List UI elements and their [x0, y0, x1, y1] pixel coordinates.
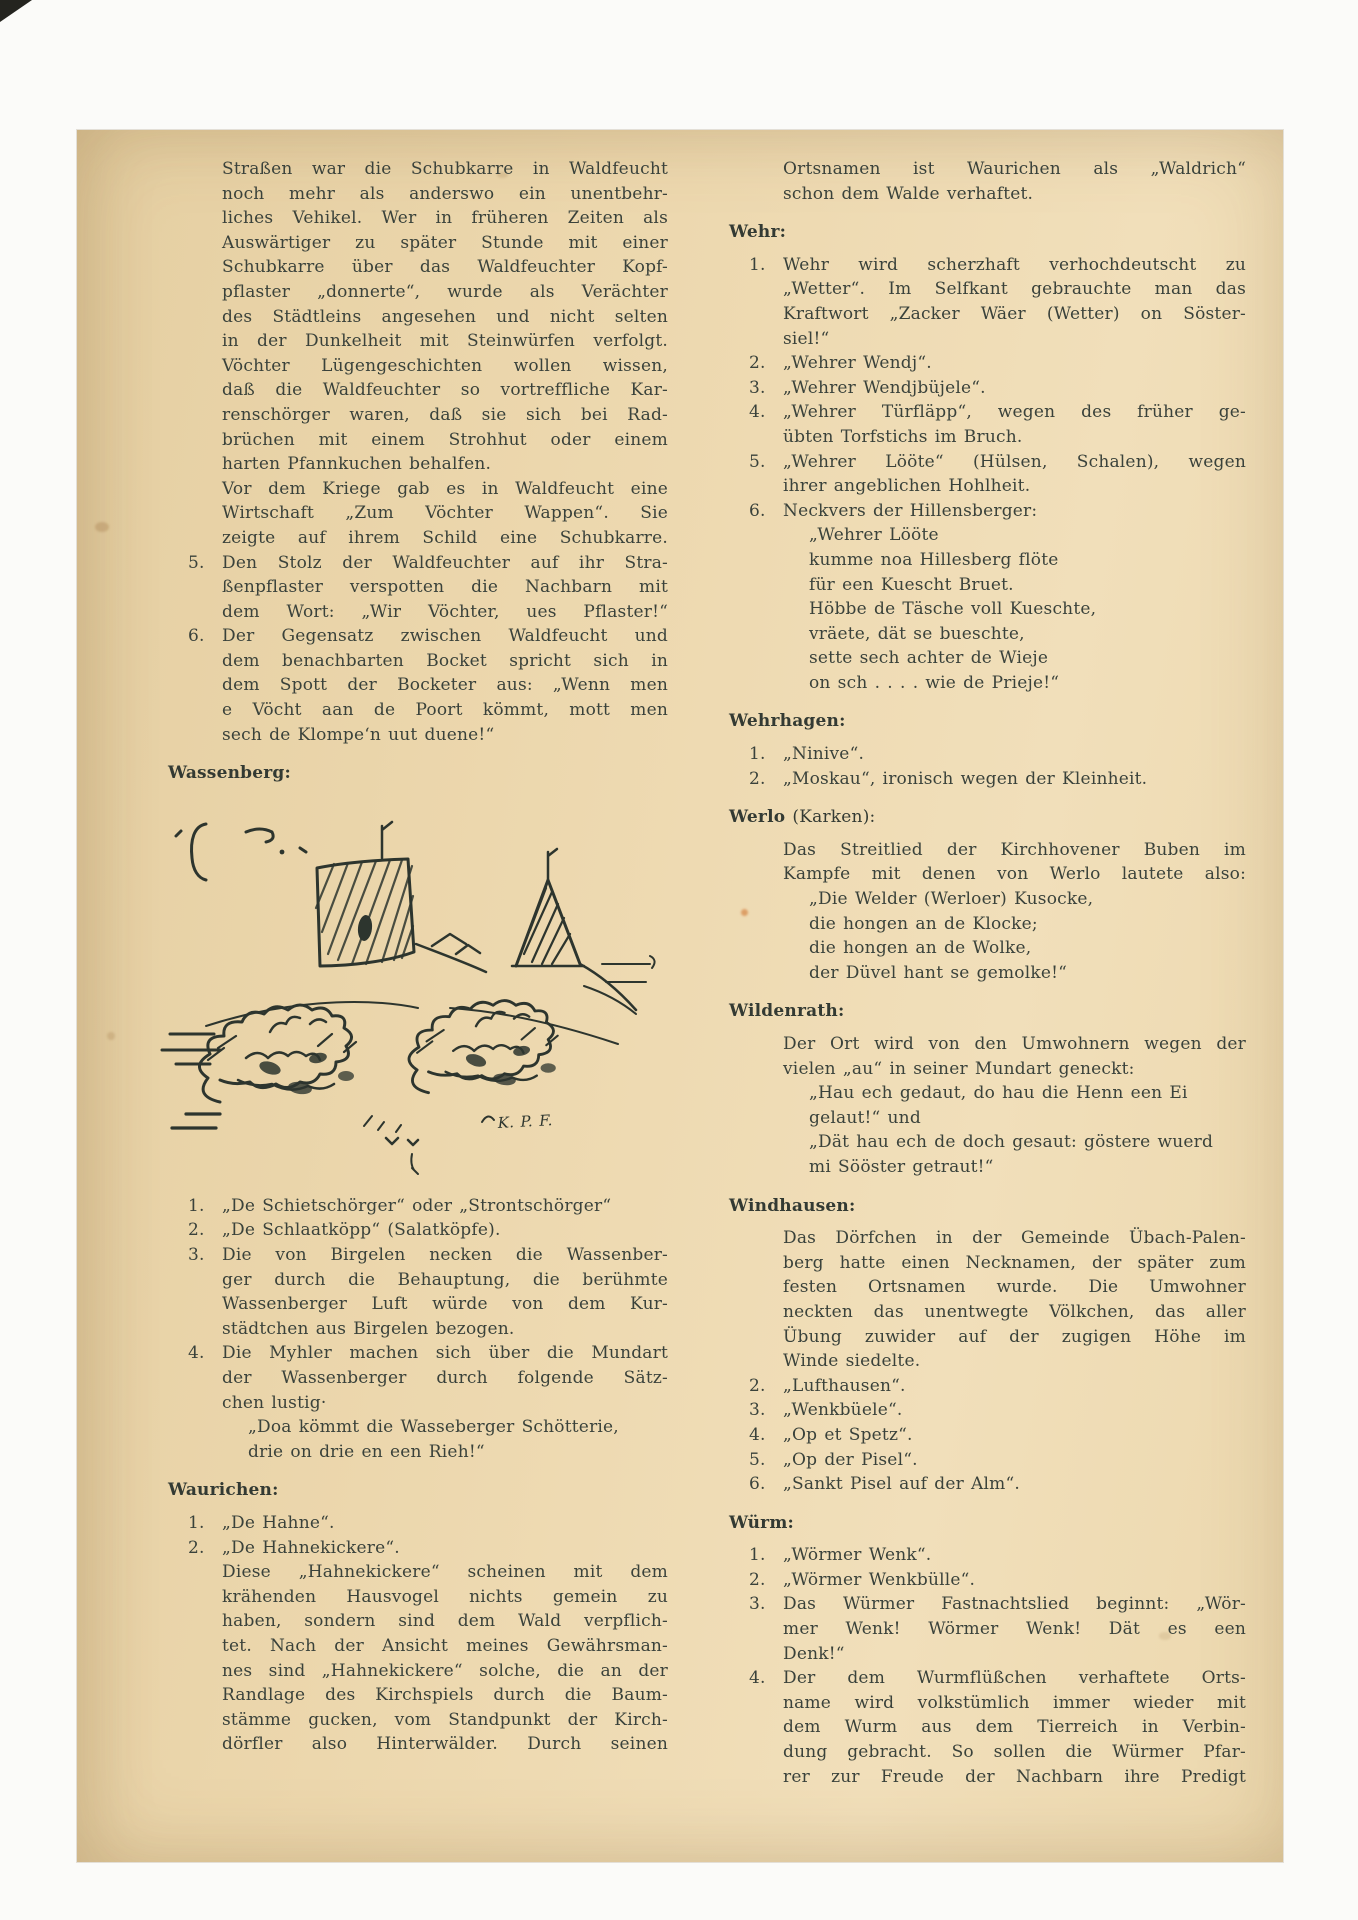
text-line: ßenpflaster verspotten die Nachbarn mit: [222, 577, 668, 598]
text-line: nes sind „Hahnekickere“ solche, die an der: [222, 1660, 668, 1681]
left-column: [168, 157, 668, 1757]
rooftops-sketch: [416, 934, 486, 972]
text-line: „Lufthausen“.: [783, 1375, 906, 1396]
section-heading-text: Werlo: [729, 807, 786, 828]
verse-line: gelaut!“ und: [809, 1107, 921, 1128]
verse-block: [248, 1415, 668, 1464]
text-line: Vöchter Lügengeschichten wollen wissen,: [222, 355, 668, 376]
list-item: [749, 742, 1246, 767]
text-line: e Vöcht aan de Poort kömmt, mott men: [222, 700, 668, 721]
text-line: schon dem Walde verhaftet.: [783, 183, 1034, 204]
text-line: „De Hahnekickere“.: [222, 1537, 400, 1558]
paper-stain: [107, 1032, 115, 1040]
text-line: dem Spott der Bocketer aus: „Wenn men: [222, 675, 668, 696]
list-item-number: 2.: [749, 768, 766, 789]
list-item: [749, 1666, 1246, 1789]
verse-line: „Die Welder (Werloer) Kusocke,: [809, 889, 1094, 910]
ground-marks-sketch: [172, 1114, 418, 1174]
text-line: übten Torfstichs im Bruch.: [783, 426, 1023, 447]
text-line: „Wehrer Wendj“.: [783, 353, 932, 374]
list-item: [188, 1194, 668, 1219]
text-line: stämme gucken, vom Standpunkt der Kirch-: [222, 1709, 668, 1730]
text-line: „Op et Spetz“.: [783, 1424, 913, 1445]
list-item: [188, 1536, 668, 1757]
list-item: [188, 1218, 668, 1243]
list-item: [749, 499, 1246, 524]
section-heading: [168, 1478, 668, 1503]
verse-line: der Düvel hant se gemolke!“: [809, 962, 1068, 983]
illustration-signature-group: [482, 1111, 553, 1132]
text-line: siel!“: [783, 328, 830, 349]
text-line: krähenden Hausvogel nichts gemein zu: [222, 1586, 668, 1607]
text-line: tet. Nach der Ansicht meines Gewährsman-: [222, 1635, 668, 1656]
list-item-number: 3.: [188, 1245, 205, 1266]
text-line: „Wörmer Wenk“.: [783, 1545, 932, 1566]
text-line: Straßen war die Schubkarre in Waldfeucht: [222, 159, 668, 179]
church-spire-sketch: [512, 849, 584, 966]
verse-block: [809, 523, 1246, 695]
text-line: dem Wort: „Wir Vöchter, ues Pflaster!“: [222, 601, 668, 622]
list-item: [749, 1568, 1246, 1593]
document-page: [77, 130, 1283, 1862]
text-line: ger durch die Behauptung, die berühmte: [222, 1269, 668, 1290]
text-line: berg hatte einen Necknamen, der später zum: [783, 1252, 1246, 1273]
text-line: dem Wurm aus dem Tierreich in Verbin-: [783, 1717, 1246, 1738]
text-line: noch mehr als anderswo ein unentbehr-: [222, 183, 668, 204]
verse-line: für een Kuescht Bruet.: [809, 574, 1014, 595]
list-item-number: 6.: [749, 500, 766, 521]
text-line: name wird volkstümlich immer wieder mit: [783, 1692, 1246, 1713]
text-line: „Sankt Pisel auf der Alm“.: [783, 1474, 1020, 1495]
list-item-number: 6.: [749, 1474, 766, 1495]
list-item: [749, 253, 1246, 351]
section-heading: [168, 761, 668, 786]
text-line: sech de Klompe‘n uut duene!“: [222, 724, 495, 745]
text-line: rer zur Freude der Nachbarn ihre Predigt: [783, 1766, 1246, 1787]
list-item: [749, 767, 1246, 792]
verse-line: „Doa kömmt die Wasseberger Schötterie,: [248, 1417, 619, 1438]
verse-line: „Dät hau ech de doch gesaut: göstere wuerd: [809, 1132, 1214, 1153]
verse-line: die hongen an de Wolke,: [809, 938, 1032, 959]
list-item: [749, 1448, 1246, 1473]
list-item: [749, 351, 1246, 376]
list-item: [749, 1374, 1246, 1399]
text-line: festen Ortsnamen wurde. Die Umwohner: [783, 1277, 1246, 1298]
text-line: „Wehrer Türfläpp“, wegen des früher ge-: [783, 402, 1246, 423]
verse-line: Höbbe de Täsche voll Kueschte,: [809, 599, 1097, 620]
paragraph: [783, 157, 1246, 206]
verse-line: on sch . . . . wie de Prieje!“: [809, 672, 1060, 693]
text-line: dem benachbarten Bocket spricht sich in: [222, 650, 668, 671]
right-column: [729, 157, 1246, 1789]
list-item-number: 1.: [749, 744, 766, 765]
list-item: [188, 1243, 668, 1341]
section-heading-text: Windhausen:: [729, 1195, 856, 1216]
verse-block: [809, 887, 1246, 985]
text-line: ihrer angeblichen Hohlheit.: [783, 476, 1031, 497]
verse-line: drie on drie en een Rieh!“: [248, 1441, 485, 1462]
text-line: Kampfe mit denen von Werlo lautete also:: [783, 864, 1246, 885]
list-item: [749, 1543, 1246, 1568]
text-line: „Wetter“. Im Selfkant gebrauchte man das: [783, 279, 1246, 300]
paper-stain: [95, 522, 109, 532]
list-item-number: 2.: [749, 1375, 766, 1396]
paragraph: [783, 1032, 1246, 1081]
section-heading: [729, 220, 1246, 245]
section-heading-text: Wehr:: [729, 222, 787, 243]
text-line: des Städtleins angesehen und nicht selten: [222, 306, 668, 327]
text-line: dung gebracht. So sollen die Würmer Pfar-: [783, 1742, 1246, 1763]
section-heading-text: Waurichen:: [168, 1480, 279, 1501]
text-line: Der Gegensatz zwischen Waldfeucht und: [222, 626, 668, 647]
text-line: haben, sondern sind dem Wald verpflich-: [222, 1611, 668, 1632]
list-item-number: 5.: [749, 1449, 766, 1470]
text-line: Auswärtiger zu später Stunde mit einer: [222, 232, 668, 253]
text-line: der Wassenberger durch folgende Sätz-: [222, 1368, 668, 1388]
list-item: [749, 1472, 1246, 1497]
text-line: renschörger waren, daß sie sich bei Rad-: [222, 404, 668, 425]
text-line: „Wehrer Wendjbüjele“.: [783, 377, 986, 398]
list-item: [188, 551, 668, 625]
list-item-number: 1.: [749, 1545, 766, 1566]
list-item-number: 6.: [188, 626, 205, 647]
section-heading-text: Wildenrath:: [729, 1001, 845, 1022]
castle-tower-sketch: [316, 822, 414, 966]
list-item: [188, 1341, 668, 1415]
text-line: Die von Birgelen necken die Wassenber-: [222, 1245, 668, 1266]
list-item-number: 5.: [749, 451, 766, 472]
text-line: Winde siedelte.: [783, 1351, 921, 1372]
text-line: „Wehrer Lööte“ (Hülsen, Schalen), wegen: [783, 451, 1246, 472]
text-line: Randlage des Kirchspiels durch die Baum-: [222, 1685, 668, 1706]
text-line: Kraftwort „Zacker Wäer (Wetter) on Söster-: [783, 303, 1246, 324]
paragraph: [783, 1226, 1246, 1374]
text-line: „De Schietschörger“ oder „Strontschörger“: [222, 1195, 612, 1216]
verse-line: kumme noa Hillesberg flöte: [809, 549, 1059, 570]
text-line: brüchen mit einem Strohhut oder einem: [222, 429, 668, 450]
section-heading: [729, 999, 1246, 1024]
verse-line: mi Sööster getraut!“: [809, 1156, 994, 1177]
list-item-number: 2.: [749, 1569, 766, 1590]
verse-line: „Wehrer Lööte: [809, 525, 939, 546]
text-line: harten Pfannkuchen behalfen.: [222, 454, 492, 475]
list-item: [749, 400, 1246, 449]
text-line: liches Vehikel. Wer in früheren Zeiten als: [222, 208, 668, 229]
text-line: Der Ort wird von den Umwohnern wegen der: [783, 1034, 1246, 1054]
text-line: vielen „au“ in seiner Mundart geneckt:: [783, 1058, 1135, 1079]
text-line: Das Dörfchen in der Gemeinde Übach-Palen-: [783, 1228, 1246, 1249]
list-item-number: 1.: [749, 254, 766, 275]
text-line: Vor dem Kriege gab es in Waldfeucht eine: [222, 478, 668, 499]
text-line: in der Dunkelheit mit Steinwürfen verfolgt.: [222, 331, 668, 352]
section-heading: [729, 805, 1246, 830]
text-line: Die Myhler machen sich über die Mundart: [222, 1343, 668, 1364]
text-line: „Wörmer Wenkbülle“.: [783, 1569, 976, 1590]
text-line: „Ninive“.: [783, 744, 865, 765]
corner-ink-mark: [0, 0, 32, 22]
verse-line: vräete, dät se bueschte,: [809, 623, 1025, 644]
section-heading-suffix: (Karken):: [785, 807, 876, 828]
list-item: [749, 1398, 1246, 1423]
list-item: [749, 450, 1246, 499]
paragraph: [783, 838, 1246, 887]
verse-line: sette sech achter de Wieje: [809, 648, 1049, 669]
text-line: Diese „Hahnekickere“ scheinen mit dem: [222, 1562, 668, 1583]
list-item-number: 3.: [749, 1594, 766, 1615]
text-line: pflaster „donnerte“, wurde als Verächter: [222, 281, 668, 302]
text-line: zeigte auf ihrem Schild eine Schubkarre.: [222, 527, 668, 548]
text-line: Neckvers der Hillensberger:: [783, 500, 1038, 521]
text-line: daß die Waldfeuchter so vortreffliche Kar-: [222, 380, 668, 401]
section-heading-text: Wassenberg:: [168, 763, 291, 784]
list-item-number: 4.: [749, 1424, 766, 1445]
section-heading-text: Würm:: [729, 1512, 794, 1533]
text-line: „Moskau“, ironisch wegen der Kleinheit.: [783, 768, 1148, 789]
list-item-number: 4.: [749, 402, 766, 423]
list-item-number: 3.: [749, 377, 766, 398]
town-sketch-svg: [150, 794, 670, 1190]
list-item: [749, 1592, 1246, 1666]
list-item: [749, 376, 1246, 401]
text-line: Denk!“: [783, 1643, 845, 1664]
section-heading: [729, 1511, 1246, 1536]
section-heading: [729, 709, 1246, 734]
list-item-number: 2.: [188, 1220, 205, 1241]
section-heading: [729, 1194, 1246, 1219]
text-line: Übung zuwider auf der zugigen Höhe im: [783, 1326, 1246, 1347]
list-item-number: 3.: [749, 1400, 766, 1421]
illustration-wassenberg: [150, 794, 670, 1190]
text-line: Das Würmer Fastnachtslied beginnt: „Wör-: [783, 1594, 1246, 1615]
text-line: chen lustig·: [222, 1392, 327, 1413]
text-line: „De Hahne“.: [222, 1512, 335, 1533]
verse-block: [809, 1081, 1246, 1179]
list-item-number: 2.: [749, 353, 766, 374]
section-heading-text: Wehrhagen:: [729, 711, 846, 732]
hill-contours-sketch: [162, 956, 655, 1064]
illustration-signature: K. P. F.: [497, 1110, 553, 1132]
text-line: Wirtschaft „Zum Vöchter Wappen“. Sie: [222, 503, 668, 524]
text-line: Ortsnamen ist Waurichen als „Waldrich“: [783, 159, 1246, 179]
text-line: Schubkarre über das Waldfeuchter Kopf-: [222, 257, 668, 278]
text-line: Den Stolz der Waldfeuchter auf ihr Stra-: [222, 552, 668, 573]
text-line: „Wenkbüele“.: [783, 1400, 903, 1421]
list-item-number: 4.: [188, 1343, 205, 1364]
text-line: neckten das unentwegte Völkchen, das aller: [783, 1301, 1246, 1322]
text-line: Der dem Wurmflüßchen verhaftete Orts-: [783, 1668, 1246, 1689]
text-line: dörfler also Hinterwälder. Durch seinen: [222, 1734, 668, 1755]
list-item-number: 2.: [188, 1537, 205, 1558]
text-line: städtchen aus Birgelen bezogen.: [222, 1318, 515, 1339]
text-line: mer Wenk! Wörmer Wenk! Dät es een: [783, 1619, 1246, 1640]
list-item-number: 5.: [188, 552, 205, 573]
text-line: „De Schlaatköpp“ (Salatköpfe).: [222, 1220, 501, 1241]
verse-line: „Hau ech gedaut, do hau die Henn een Ei: [809, 1083, 1188, 1104]
list-item-number: 4.: [749, 1668, 766, 1689]
list-item: [188, 1511, 668, 1536]
list-item: [188, 624, 668, 747]
list-item-number: 1.: [188, 1195, 205, 1216]
paragraph: [222, 157, 668, 551]
text-line: Wassenberger Luft würde von dem Kur-: [222, 1294, 668, 1315]
verse-line: die hongen an de Klocke;: [809, 913, 1038, 934]
pen-marks-top-left: [176, 824, 306, 880]
text-line: „Op der Pisel“.: [783, 1449, 918, 1470]
foreground-trees-sketch: [199, 1000, 557, 1131]
list-item: [749, 1423, 1246, 1448]
text-line: Wehr wird scherzhaft verhochdeutscht zu: [783, 254, 1246, 275]
list-item-number: 1.: [188, 1512, 205, 1533]
text-line: Das Streitlied der Kirchhovener Buben im: [783, 839, 1246, 860]
